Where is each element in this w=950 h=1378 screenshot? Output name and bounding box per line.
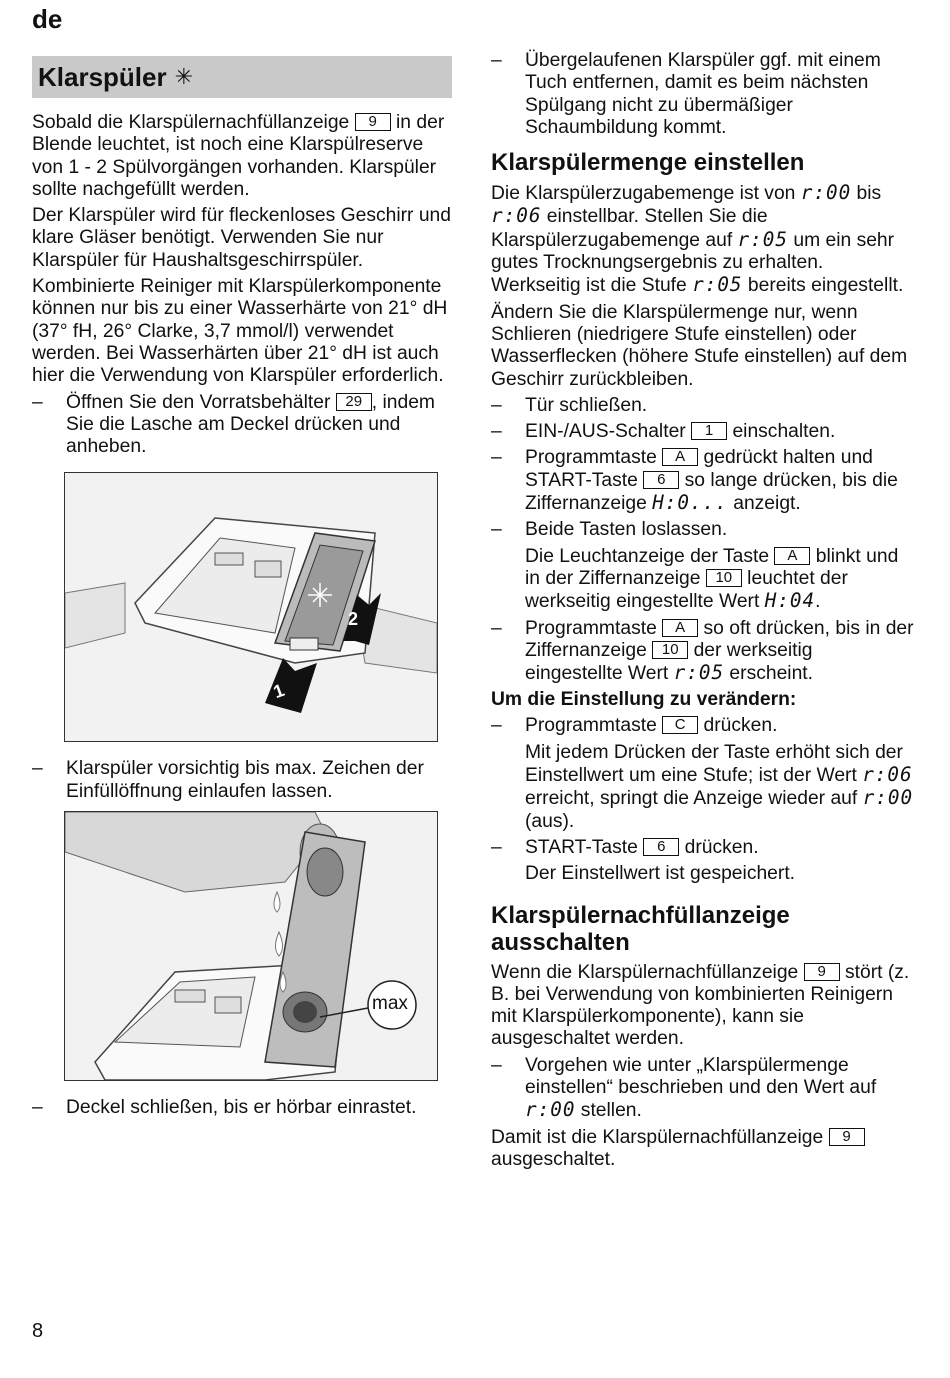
reservoir-number-box: 29 [336,393,372,411]
step-close-door: – Tür schließen. [491,394,648,416]
digit-display-box: 10 [652,641,688,659]
step-hold-program-key: – Programmtaste A gedrückt halten und START-Taste 6 so lange drücken, bis die Ziffernanzeige H:0... anzeigt. [491,447,898,515]
display-r00-set: r:00 [525,1098,576,1122]
display-h04: H:04 [764,589,816,613]
arrow-label-1: 1 [270,680,287,703]
display-h0: H:0... [652,491,728,515]
display-r00: r:00 [800,181,852,205]
step-switch-on: – EIN-/AUS-Schalter 1 einschalten. [491,421,836,443]
language-label: de [32,4,63,34]
heading-set-amount: Klarspülermenge einstellen [491,149,805,177]
arrow-label-2: 2 [348,609,359,630]
digit-display-box: 10 [706,569,742,587]
rinse-aid-sun-icon: ✳ [174,64,194,89]
max-mark-label: max [372,993,408,1015]
page-number: 8 [32,1320,44,1342]
intro-paragraph: Sobald die Klarspülernachfüllanzeige 9 in der Blende leuchtet, ist noch eine Klarspülreserve von 1 - 2 Spülvorgängen vorhanden. Klarspüler sollte nachgefüllt werden. [32,112,445,200]
power-switch-box: 1 [691,422,727,440]
amount-change-paragraph: Ändern Sie die Klarspülermenge nur, wenn Schlieren (niedrigere Stufe einstellen) oder Wasserflecken (höhere Stufe einstellen) auf dem Geschirr zurückbleiben. [491,301,908,390]
display-r05-shown: r:05 [673,661,725,685]
indicator-number-box: 9 [355,113,391,131]
display-r05-factory: r:05 [692,273,743,297]
fill-illustration [65,812,437,1080]
heading-change-setting: Um die Einstellung zu verändern: [491,689,797,711]
key-c-detail: Mit jedem Drücken der Taste erhöht sich der Einstellwert um eine Stufe; ist der Wert r:06 erreicht, springt die Anzeige wieder auf r:00 (aus). [525,741,914,832]
program-key-a-box: A [662,448,698,466]
program-key-a-box: A [774,547,810,565]
start-detail: Der Einstellwert ist gespeichert. [525,863,796,885]
section-title-bar [32,56,452,98]
step-remove-overflow: – Übergelaufenen Klarspüler ggf. mit einem Tuch entfernen, damit es beim nächsten Spülgang nicht zu übermäßiger Schaumbildung kommt. [491,50,881,138]
display-r06-max: r:06 [862,763,913,787]
step-press-start: – START-Taste 6 drücken. [491,836,759,858]
indicator-off-paragraph: Wenn die Klarspülernachfüllanzeige 9 stört (z. B. bei Verwendung von kombinierten Reinigern mit Klarspülerkomponente), kann sie ausgeschaltet werden. [491,961,910,1050]
figure-open-reservoir [64,472,438,742]
step-open-reservoir: – Öffnen Sie den Vorratsbehälter 29 , indem Sie die Lasche am Deckel drücken und anheben. [32,391,435,458]
step-set-r00: – Vorgehen wie unter „Klarspülermenge einstellen“ beschrieben und den Wert auf r:00 stellen. [491,1054,877,1122]
amount-range-paragraph: Die Klarspülerzugabemenge ist von r:00 bis r:06 einstellbar. Stellen Sie die Klarspülerzugabemenge auf r:05 um ein sehr gutes Trocknungsergebnis zu erhalten. Werkseitig ist die Stufe r:05 bereits eingestellt. [491,181,904,297]
right-column [491,50,915,1175]
step-press-key-c: – Programmtaste C drücken. [491,715,778,737]
program-key-c-box: C [662,716,698,734]
indicator-number-box: 9 [829,1128,865,1146]
indicator-number-box: 9 [804,963,840,981]
section-title: Klarspüler [38,61,167,92]
combined-cleaner-paragraph: Kombinierte Reiniger mit Klarspülerkomponente können nur bis zu einer Wasserhärte von 21° dH (37° fH, 26° Clarke, 3,7 mmol/l) verwendet werden. Bei Wasserhärten über 21° dH ist auch hier die Verwendung von Klarspüler erforderlich. [32,276,448,387]
figure-fill-rinse-aid [64,811,438,1081]
step-press-program-key: – Programmtaste A so oft drücken, bis in der Ziffernanzeige 10 der werkseitig eingestellte Wert r:05 erscheint. [491,617,914,685]
display-r06: r:06 [491,204,542,228]
display-r05: r:05 [737,227,788,251]
left-column [32,56,452,1123]
program-key-a-box: A [662,619,698,637]
indicator-off-result: Damit ist die Klarspülernachfüllanzeige 9 ausgeschaltet. [491,1127,915,1172]
start-key-box: 6 [643,838,679,856]
step-pour-rinse-aid: – Klarspüler vorsichtig bis max. Zeichen der Einfüllöffnung einlaufen lassen. [32,758,424,802]
usage-paragraph: Der Klarspüler wird für fleckenloses Geschirr und klare Gläser benötigt. Verwenden Sie nur Klarspüler für Haushaltsgeschirrspüler. [32,205,451,271]
heading-indicator-off: Klarspülernachfüllanzeige ausschalten [491,901,790,956]
step-close-lid: – Deckel schließen, bis er hörbar einrastet. [32,1097,417,1119]
display-r00-off: r:00 [862,786,914,810]
release-keys-detail: Die Leuchtanzeige der Taste A blinkt und in der Ziffernanzeige 10 leuchtet der werkseitig eingestellte Wert H:04. [525,545,899,613]
start-key-box: 6 [643,471,679,489]
reservoir-illustration [65,473,437,741]
step-release-keys: – Beide Tasten loslassen. [491,519,728,541]
